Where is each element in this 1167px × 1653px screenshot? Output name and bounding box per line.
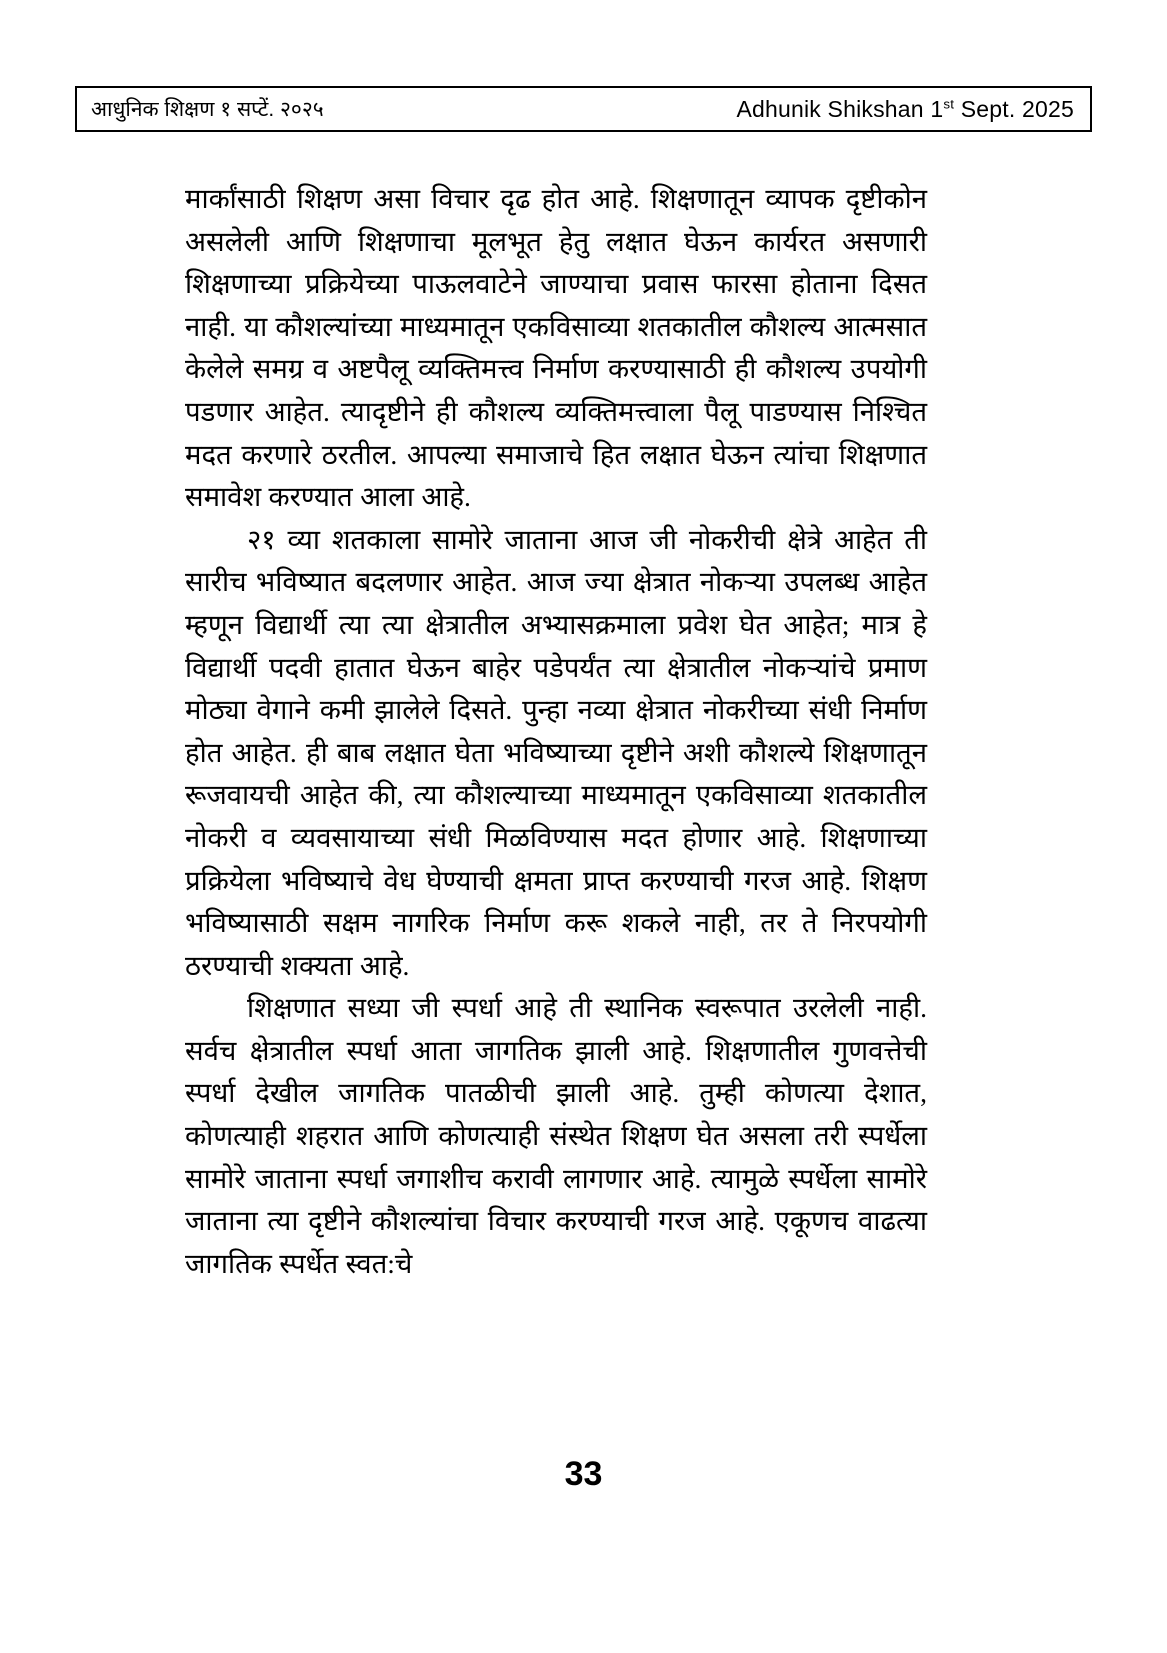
header-title-english-main: Adhunik Shikshan 1 — [736, 95, 944, 122]
running-header — [75, 86, 1092, 132]
paragraph-1: मार्कांसाठी शिक्षण असा विचार दृढ होत आहे. शिक्षणातून व्यापक दृष्टीकोन असलेली आणि शिक्षणाचा मूलभूत हेतु लक्षात घेऊन कार्यरत असणारी शिक्षणाच्या प्रक्रियेच्या पाऊलवाटेने जाण्याचा प्रवास फारसा होताना दिसत नाही. या कौशल्यांच्या माध्यमातून एकविसाव्या शतकातील कौशल्य आत्मसात केलेले समग्र व अष्टपैलू व्यक्तिमत्त्व निर्माण करण्यासाठी ही कौशल्य उपयोगी पडणार आहेत. त्यादृष्टीने ही कौशल्य व्यक्तिमत्त्वाला पैलू पाडण्यास निश्चित मदत करणारे ठरतील. आपल्या समाजाचे हित लक्षात घेऊन त्यांचा शिक्षणात समावेश करण्यात आला आहे. — [185, 183, 927, 513]
header-ordinal-suffix: st — [943, 95, 955, 111]
header-title-english-tail: Sept. 2025 — [954, 95, 1074, 122]
header-title-english — [736, 95, 1090, 122]
header-title-marathi: आधुनिक शिक्षण १ सप्टें. २०२५ — [91, 97, 324, 121]
paragraph-2: २१ व्या शतकाला सामोरे जाताना आज जी नोकरीची क्षेत्रे आहेत ती सारीच भविष्यात बदलणार आहेत. आज ज्या क्षेत्रात नोकऱ्या उपलब्ध आहेत म्हणून विद्यार्थी त्या त्या क्षेत्रातील अभ्यासक्रमाला प्रवेश घेत आहेत; मात्र हे विद्यार्थी पदवी हातात घेऊन बाहेर पडेपर्यंत त्या क्षेत्रातील नोकऱ्यांचे प्रमाण मोठ्या वेगाने कमी झालेले दिसते. पुन्हा नव्या क्षेत्रात नोकरीच्या संधी निर्माण होत आहेत. ही बाब लक्षात घेता भविष्याच्या दृष्टीने अशी कौशल्ये शिक्षणातून रूजवायची आहेत की, त्या कौशल्याच्या माध्यमातून एकविसाव्या शतकातील नोकरी व व्यवसायाच्या संधी मिळविण्यास मदत होणार आहे. शिक्षणाच्या प्रक्रियेला भविष्याचे वेध घेण्याची क्षमता प्राप्त करण्याची गरज आहे. शिक्षण भविष्यासाठी सक्षम नागरिक निर्माण करू शकले नाही, तर ते निरपयोगी ठरण्याची शक्यता आहे. — [185, 523, 927, 981]
paragraph-3: शिक्षणात सध्या जी स्पर्धा आहे ती स्थानिक स्वरूपात उरलेली नाही. सर्वच क्षेत्रातील स्पर्धा आता जागतिक झाली आहे. शिक्षणातील गुणवत्तेची स्पर्धा देखील जागतिक पातळीची झाली आहे. तुम्ही कोणत्या देशात, कोणत्याही शहरात आणि कोणत्याही संस्थेत शिक्षण घेत असला तरी स्पर्धेला सामोरे जाताना स्पर्धा जगाशीच करावी लागणार आहे. त्यामुळे स्पर्धेला सामोरे जाताना त्या दृष्टीने कौशल्यांचा विचार करण्याची गरज आहे. एकूणच वाढत्या जागतिक स्पर्धेत स्वत:चे — [185, 992, 927, 1279]
page-number: 33 — [564, 1455, 603, 1493]
body-text-column — [185, 178, 927, 1285]
